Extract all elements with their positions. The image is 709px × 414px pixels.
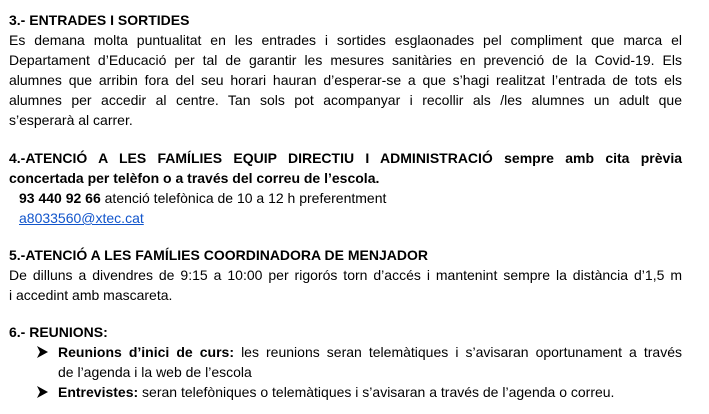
bullet-1-label: Reunions d’inici de curs:: [58, 344, 234, 360]
section-5-line-2: i accedint amb mascareta.: [9, 287, 173, 303]
bullet-1-line-1: [58, 342, 682, 362]
section-3-line-1: Es demana molta puntualitat en les entrades i sortides esglaonades pel compliment que marca el: [9, 32, 682, 48]
bullet-2-label: Entrevistes:: [58, 384, 139, 400]
phone-note: atenció telefònica de 10 a 12 h preferentment: [100, 190, 387, 206]
section-6-title: 6.- REUNIONS:: [9, 324, 108, 340]
arrowhead-bullet-icon: [36, 345, 50, 359]
section-5-title: 5.-ATENCIÓ A LES FAMÍLIES COORDINADORA DE MENJADOR: [9, 247, 428, 263]
section-3-line-3: alumnes que arribin fora del seu horari hauran d’esperar-se a que s’hagi realitzat l’entrada de tots els: [9, 72, 682, 88]
section-3-line-2: Departament d’Educació per tal de garantir les mesures sanitàries en prevenció de la Covid-19. Els: [9, 52, 682, 68]
section-4-title-line-2: concertada per telèfon o a través del correu de l’escola.: [9, 170, 380, 186]
section-3-line-4: alumnes per accedir al centre. Tan sols pot acompanyar i recollir als /les alumnes un adult que: [9, 92, 682, 108]
bullet-2-text: seran telefòniques o telemàtiques i s’avisaran a través de l’agenda o correu.: [138, 384, 615, 400]
bullet-1-text: les reunions seran telemàtiques i s’avisaran oportunament a través: [234, 344, 683, 360]
section-4-title-line-1: 4.-ATENCIÓ A LES FAMÍLIES EQUIP DIRECTIU I ADMINISTRACIÓ sempre amb cita prèvia: [9, 150, 682, 166]
phone-line: [19, 188, 386, 208]
section-3-line-5: s’esperarà al carrer.: [9, 112, 133, 128]
email-link[interactable]: a8033560@xtec.cat: [19, 210, 144, 226]
bullet-2-line-1: [58, 382, 682, 402]
section-3-title: 3.- ENTRADES I SORTIDES: [9, 12, 190, 28]
phone-number: 93 440 92 66: [19, 190, 101, 206]
arrowhead-bullet-icon: [36, 385, 50, 399]
bullet-1-line-2: de l’agenda i la web de l’escola: [58, 364, 252, 380]
section-5-line-1: De dilluns a divendres de 9:15 a 10:00 per rigorós torn d’accés i mantenint sempre la distància d’1,5 m: [9, 267, 682, 283]
email-line: [19, 208, 144, 228]
